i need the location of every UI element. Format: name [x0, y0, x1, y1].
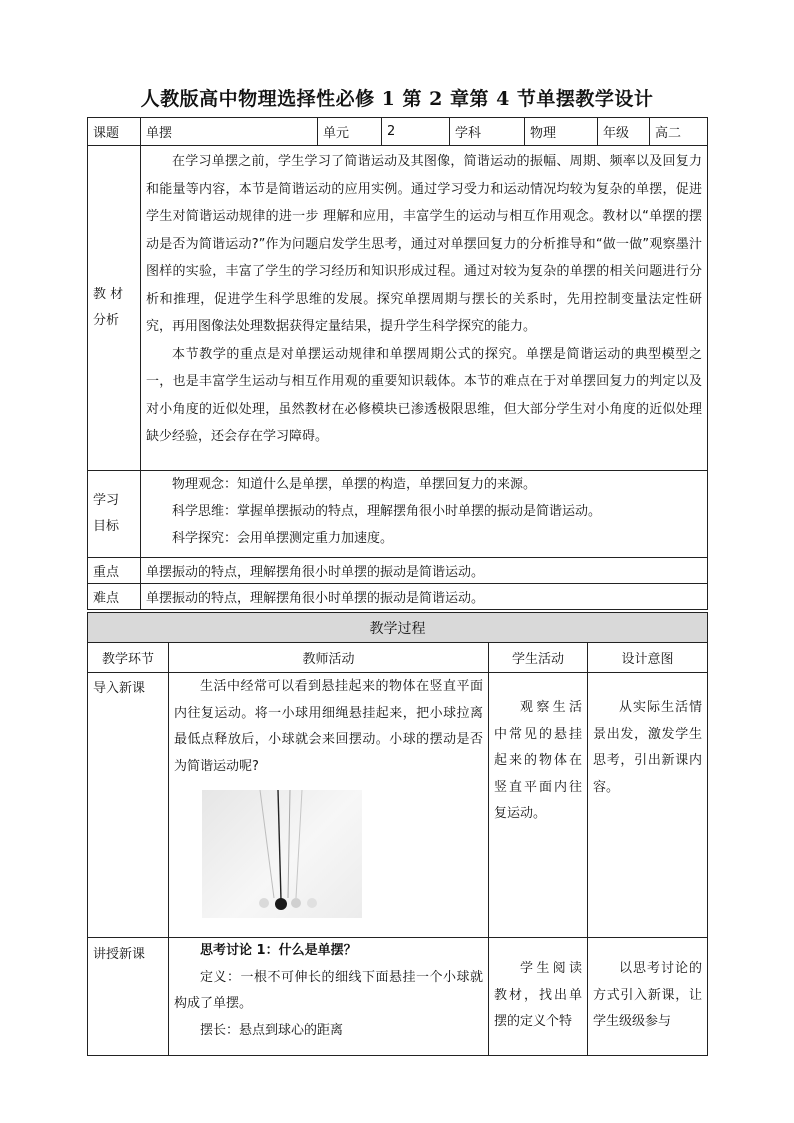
teacher-activity-text: 定义：一根不可伸长的细线下面悬挂一个小球就构成了单摆。 — [174, 969, 483, 1011]
analysis-content — [141, 146, 708, 471]
unit-value: 2 — [382, 118, 450, 146]
analysis-label — [88, 146, 141, 471]
discussion-heading: 思考讨论 1：什么是单摆？ — [200, 943, 357, 958]
column-header-intent: 设计意图 — [588, 643, 708, 673]
key-point-label: 重点 — [88, 558, 141, 584]
stage-label: 讲授新课 — [93, 947, 146, 962]
analysis-label-line2: 分析 — [93, 313, 120, 328]
design-intent-text: 以思考讨论的方式引入新课，让学生级级参与 — [593, 961, 702, 1029]
process-heading: 教学过程 — [88, 613, 708, 643]
goals-label-line1: 学习 — [93, 493, 120, 508]
difficulty-label: 难点 — [88, 584, 141, 610]
goals-content — [141, 471, 708, 558]
student-cell — [489, 938, 588, 1056]
goal-item: 科学探究：会用单摆测定重力加速度。 — [172, 531, 394, 546]
intent-cell — [588, 673, 708, 938]
stage-label: 导入新课 — [93, 681, 146, 696]
grade-label: 年级 — [598, 118, 650, 146]
process-table — [87, 612, 708, 1056]
difficulty-text: 单摆振动的特点，理解摆角很小时单摆的振动是简谐运动。 — [141, 584, 708, 610]
column-header-teacher: 教师活动 — [169, 643, 489, 673]
pendulum-illustration — [202, 790, 362, 918]
grade-value: 高二 — [650, 118, 708, 146]
teacher-activity-text: 摆长：悬点到球心的距离 — [200, 1022, 344, 1038]
analysis-paragraph-1: 在学习单摆之前，学生学习了简谐运动及其图像，简谐运动的振幅、周期、频率以及回复力和能量等内容，本节是简谐运动的应用实例。通过学习受力和运动情况均较为复杂的单摆，促进学生对简谐运动规律的进一步 理解和应用，丰富学生的运动与相互作用观念。教材以“单摆的摆动是否为简谐运动?”作为问题启发学生思考，通过对单摆回复力的分析推导和“做一做”观察墨汁图样的实验，丰富了学生的学习经历和知识形成过程。通过对较为复杂的单摆的相关问题进行分析和推理，促进学生科学思维的发展。探究单摆周期与摆长的关系时，先用控制变量法定性研究，再用图像法处理数据获得定量结果，提升学生科学探究的能力。 — [146, 154, 702, 334]
column-header-stage: 教学环节 — [88, 643, 169, 673]
goals-label — [88, 471, 141, 558]
analysis-label-line1: 教 材 — [93, 287, 124, 302]
topic-value: 单摆 — [141, 118, 318, 146]
stage-cell — [88, 673, 169, 938]
overview-table — [87, 117, 708, 610]
topic-label: 课题 — [88, 118, 141, 146]
design-intent-text: 从实际生活情景出发，激发学生思考，引出新课内容。 — [593, 700, 702, 795]
stage-cell — [88, 938, 169, 1056]
goals-label-line2: 目标 — [93, 519, 120, 534]
document-title: 人教版高中物理选择性必修 1 第 2 章第 4 节单摆教学设计 — [140, 88, 654, 110]
teacher-cell — [169, 938, 489, 1056]
teacher-cell — [169, 673, 489, 938]
subject-label: 学科 — [450, 118, 525, 146]
column-header-student: 学生活动 — [489, 643, 588, 673]
intent-cell — [588, 938, 708, 1056]
goal-item: 物理观念：知道什么是单摆，单摆的构造，单摆回复力的来源。 — [172, 477, 537, 492]
analysis-paragraph-2: 本节教学的重点是对单摆运动规律和单摆周期公式的探究。单摆是简谐运动的典型模型之一，也是丰富学生运动与相互作用观的重要知识载体。本节的难点在于对单摆回复力的判定以及对小角度的近似处理，虽然教材在必修模块已渗透极限思维，但大部分学生对小角度的近似处理缺少经验，还会存在学习障碍。 — [146, 346, 702, 444]
student-cell — [489, 673, 588, 938]
unit-label: 单元 — [318, 118, 382, 146]
key-point-text: 单摆振动的特点，理解摆角很小时单摆的振动是简谐运动。 — [141, 558, 708, 584]
teacher-activity-text: 生活中经常可以看到悬挂起来的物体在竖直平面内往复运动。将一小球用细绳悬挂起来，把小球拉离最低点释放后，小球就会来回摆动。小球的摆动是否为简谐运动呢? — [174, 679, 483, 774]
pendulum-photo — [202, 790, 362, 918]
goal-item: 科学思维：掌握单摆振动的特点，理解摆角很小时单摆的振动是简谐运动。 — [172, 504, 602, 519]
student-activity-text: 观察生活中常见的悬挂起来的物体在竖直平面内往复运动。 — [494, 700, 582, 821]
subject-value: 物理 — [525, 118, 598, 146]
student-activity-text: 学生阅读教材，找出单摆的定义个特 — [494, 961, 582, 1029]
